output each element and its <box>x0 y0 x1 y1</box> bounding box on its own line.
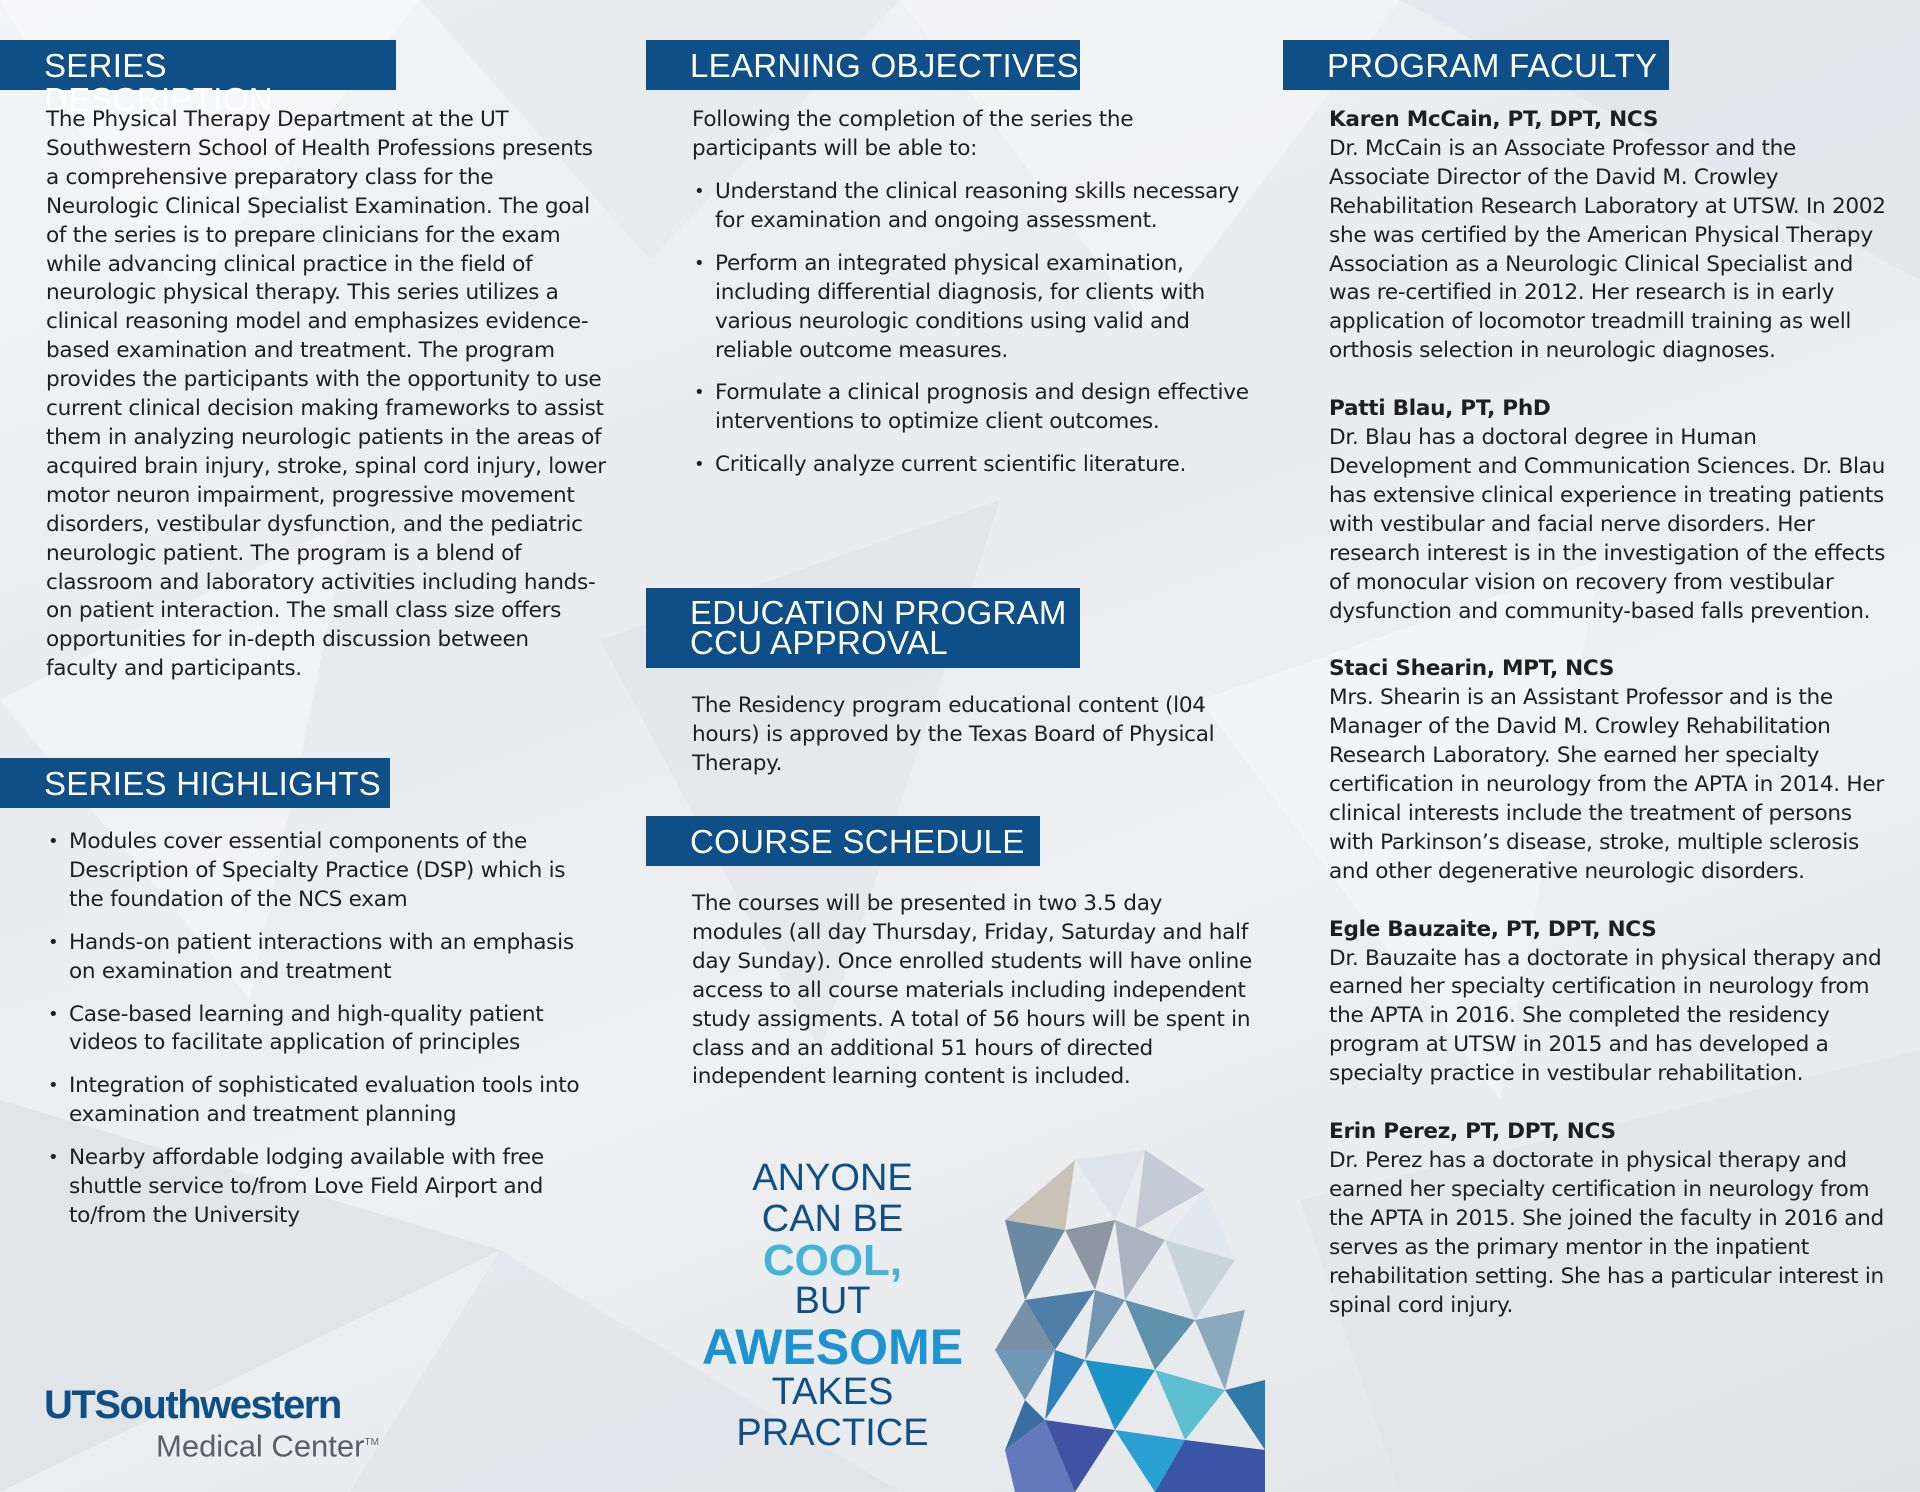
ccu-approval-text: The Residency program educational content (l04 hours) is approved by the Texas Board of Physical Therapy. <box>692 693 1215 776</box>
list-item: • Modules cover essential components of the Description of Specialty Practice (DSP) which is the foundation of the NCS exam <box>46 828 606 915</box>
ccu-heading-line2: CCU APPROVAL <box>690 624 948 661</box>
faculty-name: Erin Perez, PT, DPT, NCS <box>1329 1119 1616 1145</box>
faculty-entry <box>1329 1118 1899 1320</box>
faculty-entry <box>1329 655 1899 886</box>
faculty-name: Patti Blau, PT, PhD <box>1329 396 1551 422</box>
slogan-line: CAN BE <box>761 1198 904 1240</box>
series-highlights-list <box>46 828 606 1245</box>
course-schedule-heading: COURSE SCHEDULE <box>646 816 1040 866</box>
faculty-name: Egle Bauzaite, PT, DPT, NCS <box>1329 916 1657 942</box>
program-faculty-heading: PROGRAM FACULTY <box>1283 40 1669 90</box>
series-highlights-heading: SERIES HIGHLIGHTS <box>0 758 390 808</box>
list-item: • Nearby affordable lodging available with free shuttle service to/from Love Field Airport and to/from the University <box>46 1144 606 1231</box>
slogan-line: AWESOME <box>701 1319 964 1375</box>
faculty-bio: Dr. Perez has a doctorate in physical therapy and earned her specialty certification in neurology from the APTA in 2015. She joined the faculty in 2016 and serves as the primary mentor in the inpatient rehabilitation setting. She has a particular interest in spinal cord injury. <box>1329 1148 1884 1318</box>
faculty-bio: Mrs. Shearin is an Assistant Professor and is the Manager of the David M. Crowley Rehabilitation Research Laboratory. She earned her specialty certification in neurology from the APTA in 2014. Her clinical interests include the treatment of persons with Parkinson’s disease, stroke, multiple sclerosis and other degenerative neurologic disorders. <box>1329 685 1884 884</box>
slogan-line: PRACTICE <box>736 1412 929 1454</box>
logo-subtitle <box>44 1426 379 1463</box>
ccu-heading-line1: EDUCATION PROGRAM <box>690 594 1067 631</box>
slogan-line: ANYONE <box>752 1157 913 1199</box>
list-item: • Hands-on patient interactions with an emphasis on examination and treatment <box>46 929 606 987</box>
faculty-bio: Dr. Bauzaite has a doctorate in physical therapy and earned her specialty certification in neurology from the APTA in 2016. She completed the residency program at UTSW in 2015 and has developed a specialty practice in vestibular rehabilitation. <box>1329 945 1882 1087</box>
list-item: • Integration of sophisticated evaluation tools into examination and treatment planning <box>46 1072 606 1130</box>
ccu-approval-heading <box>646 588 1080 668</box>
polygon-head-illustration <box>965 1150 1265 1492</box>
faculty-name: Karen McCain, PT, DPT, NCS <box>1329 107 1659 132</box>
slogan-line: COOL, <box>762 1236 903 1285</box>
faculty-bio: Dr. McCain is an Associate Professor and the Associate Director of the David M. Crowley Rehabilitation Research Laboratory at UTSW. In 2002 she was certified by the American Physical Therapy Association as a Neurologic Clinical Specialist and was re-certified in 2012. Her research is in early application of locomotor treadmill training as well orthosis selection in neurologic diagnoses. <box>1329 135 1886 364</box>
series-description-text: The Physical Therapy Department at the UT Southwestern School of Health Professions presents a comprehensive preparatory class for the Neurologic Clinical Specialist Examination. The goal of the series is to prepare clinicians for the exam while advancing clinical practice in the field of neurologic physical therapy. This series utilizes a clinical reasoning model and emphasizes evidence-based examination and treatment. The program provides the participants with the opportunity to use current clinical decision making frameworks to assist them in analyzing neurologic patients in the areas of acquired brain injury, stroke, spinal cord injury, lower motor neuron impairment, progressive movement disorders, vestibular dysfunction, and the pediatric neurologic patient. The program is a blend of classroom and laboratory activities including hands-on patient interaction. The small class size offers opportunities for in-depth discussion between faculty and participants. <box>46 107 606 682</box>
learning-objectives-list <box>692 178 1252 494</box>
ut-southwestern-logo <box>44 1384 379 1463</box>
logo-subtitle-text: Medical Center <box>156 1428 365 1464</box>
learning-objectives-heading: LEARNING OBJECTIVES <box>646 40 1080 90</box>
list-item: • Perform an integrated physical examination, including differential diagnosis, for clients with various neurologic conditions using valid and reliable outcome measures. <box>692 250 1252 366</box>
series-description-heading: SERIES DESCRIPTION <box>0 40 396 90</box>
course-schedule-text: The courses will be presented in two 3.5 day modules (all day Thursday, Friday, Saturday and half day Sunday). Once enrolled students will have online access to all course materials including independent study assigments. A total of 56 hours will be spent in class and an additional 51 hours of directed independent learning content is included. <box>692 891 1252 1090</box>
slogan-line: TAKES <box>771 1371 894 1413</box>
learning-objectives-intro: Following the completion of the series the participants will be able to: <box>692 107 1134 161</box>
list-item: • Formulate a clinical prognosis and design effective interventions to optimize client outcomes. <box>692 379 1252 437</box>
list-item: • Critically analyze current scientific literature. <box>692 451 1252 480</box>
list-item: • Understand the clinical reasoning skills necessary for examination and ongoing assessment. <box>692 178 1252 236</box>
slogan <box>690 1158 975 1454</box>
faculty-entry <box>1329 106 1899 366</box>
slogan-line: BUT <box>794 1280 871 1322</box>
faculty-entry <box>1329 395 1899 626</box>
faculty-bio: Dr. Blau has a doctoral degree in Human Development and Communication Sciences. Dr. Blau has extensive clinical experience in treating patients with vestibular and facial nerve disorders. Her research interest is in the investigation of the effects of monocular vision on recovery from vestibular dysfunction and community-based falls prevention. <box>1329 425 1886 624</box>
program-faculty-list <box>1329 106 1899 1349</box>
logo-wordmark: UTSouthwestern <box>44 1383 341 1427</box>
faculty-name: Staci Shearin, MPT, NCS <box>1329 656 1615 682</box>
list-item: • Case-based learning and high-quality patient videos to facilitate application of principles <box>46 1001 606 1059</box>
trademark: TM <box>364 1437 379 1448</box>
faculty-entry <box>1329 916 1899 1089</box>
